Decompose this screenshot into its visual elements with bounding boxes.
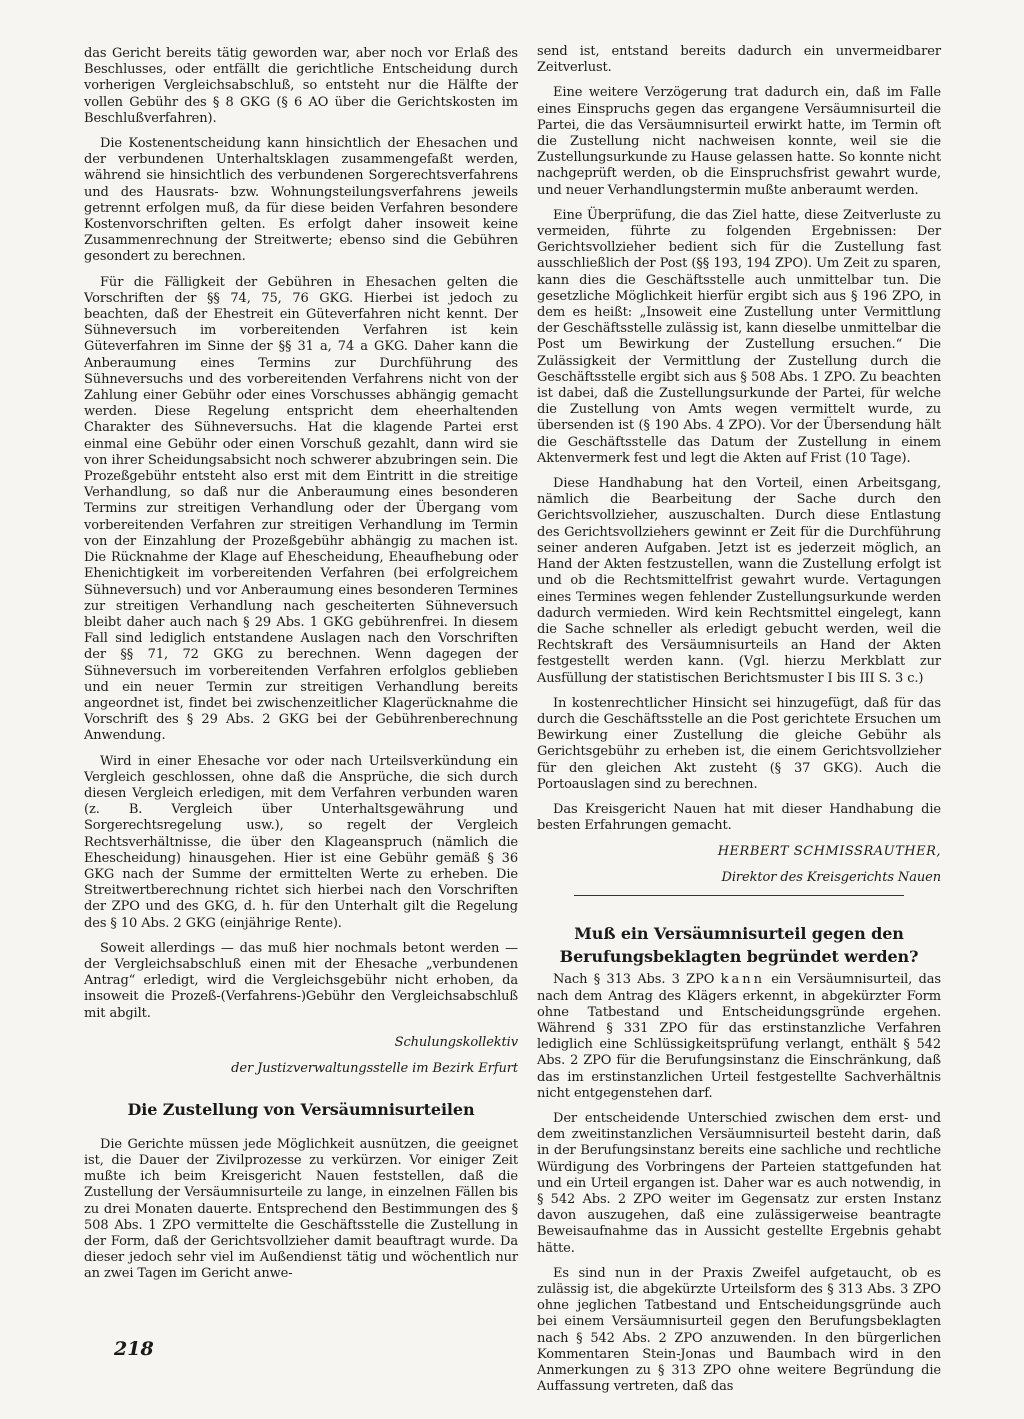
right-signature — [537, 843, 941, 886]
left-paragraph-1: das Gericht bereits tätig geworden war, aber noch vor Erlaß des Beschlusses, oder entfällt die gerichtliche Entscheidung durch vorherigen Vergleichsabschluß, so entsteht nur die Hälfte der vollen Gebühr des § 8 GKG (§ 6 AO über die Gerichtskosten im Beschlußverfahren). — [84, 46, 518, 126]
right-paragraph-4: Diese Handhabung hat den Vorteil, einen Arbeitsgang, nämlich die Bearbeitung der Sache durch den Gerichtsvollzieher, auszuschalten. Durch diese Entlastung des Gerichtsvollziehers gewinnt er Zeit für die Durchführung seiner anderen Aufgaben. Jetzt ist es jederzeit möglich, an Hand der Akten festzustellen, wann die Zustellung erfolgt ist und ob die Rechtsmittelfrist gewahrt wurde. Vertagungen eines Termines wegen fehlender Zustellungsurkunde werden dadurch vermieden. Wird kein Rechtsmittel eingelegt, kann die Sache schneller als erledigt gebucht werden, weil die Rechtskraft des Versäumnisurteils an Hand der Akten festgestellt werden kann. (Vgl. hierzu Merkblatt zur Ausfüllung der statistischen Berichtsmuster I bis III S. 3 c.) — [537, 476, 941, 686]
right-paragraph-2: Eine weitere Verzögerung trat dadurch ein, daß im Falle eines Einspruchs gegen das ergangene Versäumnisurteil die Partei, die das Versäumnisurteil erwirkt hatte, im Termin oft die Zustellung nicht nachweisen konnte, weil sie die Zustellungsurkunde zu Hause gelassen hatte. So konnte nicht nachgeprüft werden, ob die Einspruchsfrist gewahrt wurde, und neuer Verhandlungstermin mußte anberaumt werden. — [537, 85, 941, 198]
heading-line-2: Berufungsbeklagten begründet werden? — [559, 947, 919, 967]
signature-office: der Justizverwaltungsstelle im Bezirk Erfurt — [231, 1060, 518, 1076]
right-paragraph-7 — [537, 972, 941, 1102]
left-paragraph-6: Die Gerichte müssen jede Möglichkeit ausnützen, die geeignet ist, die Dauer der Zivilprozesse zu verkürzen. Vor einiger Zeit mußte ich beim Kreisgericht Nauen feststellen, daß die Zustellung der Versäumnisurteile zu lange, in einzelnen Fällen bis zu drei Monaten dauerte. Entsprechend den Bestimmungen des § 508 Abs. 1 ZPO vermittelte die Geschäftsstelle die Zustellung in der Form, daß der Gerichtsvollzieher damit beauftragt wurde. Da dieser jedoch sehr viel im Außendienst tätig und wöchentlich nur an zwei Tagen im Gericht anwe- — [84, 1136, 518, 1282]
right-paragraph-6: Das Kreisgericht Nauen hat mit dieser Handhabung die besten Erfahrungen gemacht. — [537, 801, 941, 834]
left-paragraph-3: Für die Fälligkeit der Gebühren in Ehesachen gelten die Vorschriften der §§ 74, 75, 76 GKG. Hierbei ist jedoch zu beachten, daß der Ehestreit ein Güteverfahren nicht kennt. Der Sühneversuch im vorbereitenden Verfahren ist kein Güteverfahren im Sinne der §§ 31 a, 74 a GKG. Daher kann die Anberaumung eines Termins zur Durchführung des Sühneversuchs und des vorbereitenden Verfahrens nicht von der Zahlung einer Gebühr oder eines Vorschusses abhängig gemacht werden. Diese Regelung entspricht dem eheerhaltenden Charakter des Sühneversuchs. Hat die klagende Partei erst einmal eine Gebühr oder einen Vorschuß gezahlt, dann wird sie von ihrer Scheidungsabsicht noch schwerer abzubringen sein. Die Prozeßgebühr entsteht also erst mit dem Eintritt in die streitige Verhandlung, so daß nur die Anberaumung eines besonderen Termins zur streitigen Verhandlung oder der Übergang vom vorbereitenden Verfahren zur streitigen Verhandlung im Termin von der Einzahlung der Prozeßgebühr abhängig zu machen ist. Die Rücknahme der Klage auf Ehescheidung, Eheaufhebung oder Ehenichtigkeit im vorbereitenden Verfahren (bei erfolgreichem Sühneversuch) und vor Anberaumung eines besonderen Termines zur streitigen Verhandlung nach gescheiterten Sühneversuch bleibt daher auch nach § 29 Abs. 1 GKG gebührenfrei. In diesem Fall sind lediglich entstandene Auslagen nach den Vorschriften der §§ 71, 72 GKG zu berechnen. Wenn dagegen der Sühneversuch im vorbereitenden Verfahren erfolglos geblieben und ein neuer Termin zur streitigen Verhandlung bereits angeordnet ist, findet bei zwischenzeitlicher Klagerücknahme die Vorschrift des § 29 Abs. 2 GKG bei der Gebührenberechnung Anwendung. — [84, 274, 518, 744]
right-column — [537, 44, 941, 1404]
section-divider — [574, 895, 904, 896]
para-post: ein Versäumnisurteil, das nach dem Antrag des Klägers erkennt, in abgekürzter Form ohne Tatbestand und Entscheidungsgründe ergehen. Während § 331 ZPO für das erstinstanzliche Verfahren lediglich eine Schlüssigkeitsprüfung verlangt, enthält § 542 Abs. 2 ZPO für die Berufungsinstanz die Einschränkung, daß das im erstinstanzlichen Urteil festgestellte Sachverhältnis nicht entgegenstehen darf. — [537, 972, 941, 1101]
heading-line-1: Muß ein Versäumnisurteil gegen den — [574, 924, 904, 944]
left-paragraph-2: Die Kostenentscheidung kann hinsichtlich der Ehesachen und der verbundenen Unterhaltsklagen zusammengefaßt werden, während sie hinsichtlich des verbundenen Sorgerechtsverfahrens und des Hausrats- bzw. Wohnungsteilungsverfahrens jeweils getrennt erfolgen muß, da für diese beiden Verfahren besondere Kostenvorschriften gelten. Es erfolgt daher insoweit keine Zusammenrechnung der Streitwerte; ebenso sind die Gebühren gesondert zu berechnen. — [84, 136, 518, 265]
right-paragraph-9: Es sind nun in der Praxis Zweifel aufgetaucht, ob es zulässig ist, die abgekürzte Urteilsform des § 313 Abs. 3 ZPO ohne jeglichen Tatbestand und Entscheidungsgründe auch bei einem Versäumnisurteil gegen den Berufungsbeklagten nach § 542 Abs. 2 ZPO anzuwenden. In den bürgerlichen Kommentaren Stein-Jonas und Baumbach wird in den Anmerkungen zu § 313 ZPO ohne weitere Begründung die Auffassung vertreten, daß das — [537, 1265, 941, 1395]
signature-title: Direktor des Kreisgerichts Nauen — [721, 870, 941, 886]
right-paragraph-1: send ist, entstand bereits dadurch ein unvermeidbarer Zeitverlust. — [537, 44, 941, 76]
left-paragraph-5: Soweit allerdings — das muß hier nochmals betont werden — der Vergleichsabschluß einen mit der Ehesache „verbundenen Antrag“ erledigt, wird die Vergleichsgebühr nicht erhoben, da insoweit die Prozeß-(Verfahrens-)Gebühr den Vergleichsabschluß mit abgilt. — [84, 940, 518, 1021]
left-signature — [84, 1034, 518, 1077]
para-pre: Nach § 313 Abs. 3 ZPO — [553, 972, 721, 988]
signature-collective: Schulungskollektiv — [394, 1034, 518, 1050]
article-heading-versaeumnisurteil — [537, 922, 941, 968]
page-number: 218 — [114, 1338, 154, 1360]
right-paragraph-3: Eine Überprüfung, die das Ziel hatte, diese Zeitverluste zu vermeiden, führte zu folgenden Ergebnissen: Der Gerichtsvollzieher bedient sich für die Zustellung fast ausschließlich der Post (§§ 193, 194 ZPO). Um Zeit zu sparen, kann dies die Geschäftsstelle auch unmittelbar tun. Die gesetzliche Möglichkeit hierfür ergibt sich aus § 196 ZPO, in dem es heißt: „Insoweit eine Zustellung unter Vermittlung der Geschäftsstelle zulässig ist, kann dieselbe unmittelbar die Post um Bewirkung der Zustellung ersuchen.“ Die Zulässigkeit der Vermittlung der Zustellung durch die Geschäftsstelle ergibt sich aus § 508 Abs. 1 ZPO. Zu beachten ist dabei, daß die Zustellungsurkunde der Partei, für welche die Zustellung von Amts wegen vermittelt wurde, zu übersenden ist (§ 190 Abs. 4 ZPO). Vor der Übersendung hält die Geschäftsstelle das Datum der Zustellung in einem Aktenvermerk fest und legt die Akten auf Frist (10 Tage). — [537, 207, 941, 466]
left-column — [84, 46, 518, 1292]
para-spaced-word: kann — [720, 972, 765, 988]
right-paragraph-8: Der entscheidende Unterschied zwischen dem erst- und dem zweitinstanzlichen Versäumnisurteil besteht darin, daß in der Berufungsinstanz bereits eine sachliche und rechtliche Würdigung des Vorbringens der Parteien stattgefunden hat und ein Urteil ergangen ist. Daher war es auch notwendig, in § 542 Abs. 2 ZPO weiter im Gegensatz zur ersten Instanz davon auszugehen, daß eine zulässigerweise beantragte Beweisaufnahme das in Aussicht gestellte Ergebnis gehabt hätte. — [537, 1110, 941, 1256]
article-heading-zustellung: Die Zustellung von Versäumnisurteilen — [127, 1099, 475, 1119]
left-paragraph-4: Wird in einer Ehesache vor oder nach Urteilsverkündung ein Vergleich geschlossen, ohne daß die Ansprüche, die sich durch diesen Vergleich erledigen, mit dem Verfahren verbunden waren (z. B. Vergleich über Unterhaltsgewährung und Sorgerechtsregelung usw.), so regelt der Vergleich Rechtsverhältnisse, die über den Klageanspruch (nämlich die Ehescheidung) hinausgehen. Hier ist eine Gebühr gemäß § 36 GKG nach der Summe der ermittelten Werte zu erheben. Die Streitwertberechnung richtet sich hierbei nach den Vorschriften der ZPO und des GKG, d. h. für den Unterhalt gilt die Regelung des § 10 Abs. 2 GKG (einjährige Rente). — [84, 753, 518, 931]
right-paragraph-5: In kostenrechtlicher Hinsicht sei hinzugefügt, daß für das durch die Geschäftsstelle an die Post gerichtete Ersuchen um Bewirkung einer Zustellung die gleiche Gebühr als Gerichtsgebühr zu erheben ist, die einem Gerichtsvollzieher für den gleichen Akt zusteht (§ 37 GKG). Auch die Portoauslagen sind zu berechnen. — [537, 695, 941, 792]
signature-name: HERBERT SCHMISSRAUTHER, — [717, 844, 941, 860]
